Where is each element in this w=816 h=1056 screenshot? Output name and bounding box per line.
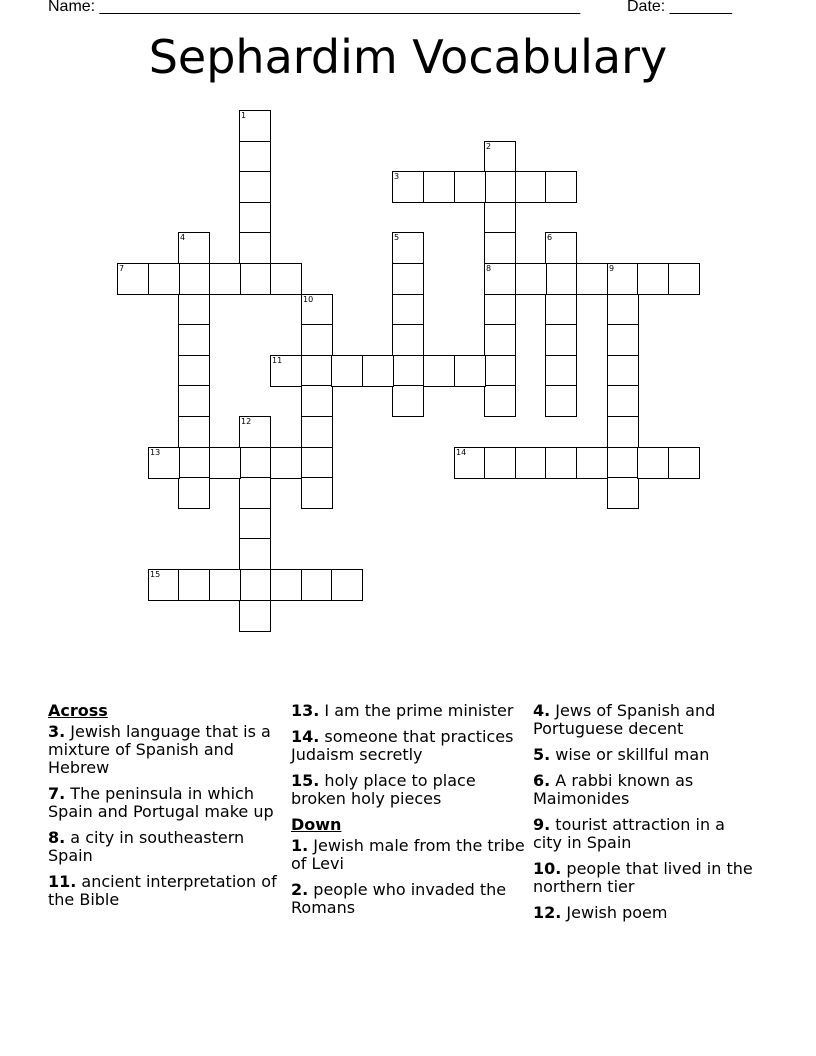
- grid-cell[interactable]: [607, 416, 639, 448]
- grid-cell[interactable]: [576, 263, 608, 295]
- grid-cell[interactable]: [239, 447, 271, 479]
- across-heading: Across: [48, 701, 108, 720]
- cell-number: 15: [150, 570, 161, 579]
- grid-cell[interactable]: [117, 263, 149, 295]
- grid-cell[interactable]: [178, 477, 210, 509]
- clue-column-2: [291, 702, 526, 925]
- grid-cell[interactable]: [239, 538, 271, 570]
- grid-cell[interactable]: [239, 569, 271, 601]
- cell-number: 12: [241, 417, 252, 426]
- grid-cell[interactable]: [239, 202, 271, 234]
- cell-number: 1: [241, 111, 247, 120]
- grid-cell[interactable]: [484, 324, 516, 356]
- cell-number: 10: [303, 295, 314, 304]
- clue-down-10: [533, 860, 753, 896]
- clue-number: 9.: [533, 815, 551, 834]
- grid-cell[interactable]: [607, 294, 639, 326]
- grid-cell[interactable]: [239, 171, 271, 203]
- grid-cell[interactable]: [148, 569, 180, 601]
- clue-number: 10.: [533, 859, 562, 878]
- grid-cell[interactable]: [209, 447, 241, 479]
- clue-text: Jews of Spanish and Portuguese decent: [533, 701, 716, 738]
- grid-cell[interactable]: [301, 447, 333, 479]
- clue-across-15: [291, 772, 526, 808]
- clue-number: 12.: [533, 903, 562, 922]
- cell-number: 4: [180, 233, 186, 242]
- grid-cell[interactable]: [239, 263, 271, 295]
- clue-number: 2.: [291, 880, 309, 899]
- grid-cell[interactable]: [423, 171, 455, 203]
- grid-cell[interactable]: [392, 385, 424, 417]
- down-heading: Down: [291, 815, 342, 834]
- clue-text: holy place to place broken holy pieces: [291, 771, 476, 808]
- clue-column-1: [48, 702, 286, 917]
- clue-text: someone that practices Judaism secretly: [291, 727, 514, 764]
- grid-cell[interactable]: [484, 232, 516, 264]
- grid-cell[interactable]: [178, 355, 210, 387]
- clue-across-11: [48, 873, 286, 909]
- grid-cell[interactable]: [607, 385, 639, 417]
- grid-cell[interactable]: [515, 171, 547, 203]
- grid-cell[interactable]: [484, 355, 516, 387]
- grid-cell[interactable]: [668, 263, 700, 295]
- clue-number: 14.: [291, 727, 320, 746]
- clue-number: 3.: [48, 722, 66, 741]
- grid-cell[interactable]: [545, 171, 577, 203]
- grid-cell[interactable]: [178, 294, 210, 326]
- grid-cell[interactable]: [301, 294, 333, 326]
- grid-cell[interactable]: [637, 447, 669, 479]
- clue-column-3: [533, 702, 753, 930]
- grid-cell[interactable]: [239, 110, 271, 142]
- grid-cell[interactable]: [607, 355, 639, 387]
- grid-cell[interactable]: [484, 263, 516, 295]
- grid-cell[interactable]: [301, 416, 333, 448]
- clue-text: wise or skillful man: [550, 745, 710, 764]
- grid-cell[interactable]: [637, 263, 669, 295]
- grid-cell[interactable]: [392, 355, 424, 387]
- grid-cell[interactable]: [607, 263, 639, 295]
- cell-number: 6: [547, 233, 553, 242]
- cell-number: 9: [609, 264, 615, 273]
- clue-down-2: [291, 881, 526, 917]
- clue-number: 7.: [48, 784, 66, 803]
- grid-cell[interactable]: [545, 294, 577, 326]
- clue-number: 15.: [291, 771, 320, 790]
- clue-text: I am the prime minister: [319, 701, 514, 720]
- cell-number: 3: [394, 172, 400, 181]
- clue-text: A rabbi known as Maimonides: [533, 771, 694, 808]
- grid-cell[interactable]: [545, 263, 577, 295]
- cell-number: 2: [486, 142, 492, 151]
- grid-cell[interactable]: [301, 477, 333, 509]
- clue-number: 13.: [291, 701, 320, 720]
- grid-cell[interactable]: [484, 202, 516, 234]
- grid-cell[interactable]: [178, 263, 210, 295]
- cell-number: 5: [394, 233, 400, 242]
- grid-cell[interactable]: [331, 355, 363, 387]
- grid-cell[interactable]: [392, 324, 424, 356]
- grid-cell[interactable]: [576, 447, 608, 479]
- clue-text: ancient interpretation of the Bible: [48, 872, 277, 909]
- clue-number: 5.: [533, 745, 551, 764]
- clue-across-14: [291, 728, 526, 764]
- grid-cell[interactable]: [178, 385, 210, 417]
- grid-cell[interactable]: [362, 355, 394, 387]
- clue-down-5: [533, 746, 753, 764]
- name-field[interactable]: Name: ______________________________________________________: [48, 0, 581, 15]
- grid-cell[interactable]: [239, 232, 271, 264]
- clue-down-6: [533, 772, 753, 808]
- grid-cell[interactable]: [484, 171, 516, 203]
- grid-cell[interactable]: [545, 232, 577, 264]
- grid-cell[interactable]: [545, 385, 577, 417]
- grid-cell[interactable]: [178, 232, 210, 264]
- grid-cell[interactable]: [545, 447, 577, 479]
- grid-cell[interactable]: [148, 447, 180, 479]
- clue-across-13: [291, 702, 526, 720]
- grid-cell[interactable]: [515, 447, 547, 479]
- grid-cell[interactable]: [331, 569, 363, 601]
- clue-down-1: [291, 837, 526, 873]
- clue-down-9: [533, 816, 753, 852]
- grid-cell[interactable]: [239, 141, 271, 173]
- clue-text: people that lived in the northern tier: [533, 859, 753, 896]
- grid-cell[interactable]: [178, 447, 210, 479]
- clue-text: a city in southeastern Spain: [48, 828, 245, 865]
- grid-cell[interactable]: [454, 447, 486, 479]
- grid-cell[interactable]: [454, 355, 486, 387]
- grid-cell[interactable]: [270, 263, 302, 295]
- clue-number: 6.: [533, 771, 551, 790]
- page-title: Sephardim Vocabulary: [148, 30, 668, 84]
- clue-text: Jewish poem: [561, 903, 668, 922]
- grid-cell[interactable]: [392, 294, 424, 326]
- grid-cell[interactable]: [239, 508, 271, 540]
- grid-cell[interactable]: [301, 385, 333, 417]
- grid-cell[interactable]: [545, 324, 577, 356]
- grid-cell[interactable]: [484, 141, 516, 173]
- cell-number: 11: [272, 356, 283, 365]
- grid-cell[interactable]: [484, 294, 516, 326]
- grid-cell[interactable]: [668, 447, 700, 479]
- grid-cell[interactable]: [178, 569, 210, 601]
- grid-cell[interactable]: [392, 232, 424, 264]
- grid-cell[interactable]: [607, 324, 639, 356]
- grid-cell[interactable]: [484, 385, 516, 417]
- clue-text: people who invaded the Romans: [291, 880, 507, 917]
- clue-text: Jewish language that is a mixture of Spanish and Hebrew: [48, 722, 271, 777]
- grid-cell[interactable]: [545, 355, 577, 387]
- cell-number: 8: [486, 264, 492, 273]
- clue-number: 4.: [533, 701, 551, 720]
- clue-down-12: [533, 904, 753, 922]
- grid-cell[interactable]: [301, 324, 333, 356]
- grid-cell[interactable]: [484, 447, 516, 479]
- grid-cell[interactable]: [301, 355, 333, 387]
- clue-across-3: [48, 723, 286, 777]
- clue-text: tourist attraction in a city in Spain: [533, 815, 725, 852]
- grid-cell[interactable]: [148, 263, 180, 295]
- clue-number: 8.: [48, 828, 66, 847]
- cell-number: 13: [150, 448, 161, 457]
- grid-cell[interactable]: [239, 416, 271, 448]
- date-field[interactable]: Date: _______: [627, 0, 732, 15]
- cell-number: 14: [456, 448, 467, 457]
- grid-cell[interactable]: [301, 569, 333, 601]
- grid-cell[interactable]: [209, 569, 241, 601]
- grid-cell[interactable]: [239, 600, 271, 632]
- grid-cell[interactable]: [239, 477, 271, 509]
- clue-text: The peninsula in which Spain and Portugal make up: [48, 784, 274, 821]
- grid-cell[interactable]: [270, 447, 302, 479]
- grid-cell[interactable]: [392, 171, 424, 203]
- clue-number: 11.: [48, 872, 77, 891]
- clue-across-8: [48, 829, 286, 865]
- grid-cell[interactable]: [607, 477, 639, 509]
- grid-cell[interactable]: [270, 569, 302, 601]
- grid-cell[interactable]: [392, 263, 424, 295]
- grid-cell[interactable]: [178, 324, 210, 356]
- grid-cell[interactable]: [178, 416, 210, 448]
- grid-cell[interactable]: [515, 263, 547, 295]
- cell-number: 7: [119, 264, 125, 273]
- grid-cell[interactable]: [270, 355, 302, 387]
- grid-cell[interactable]: [454, 171, 486, 203]
- clue-across-7: [48, 785, 286, 821]
- clue-text: Jewish male from the tribe of Levi: [291, 836, 525, 873]
- clue-down-4: [533, 702, 753, 738]
- grid-cell[interactable]: [209, 263, 241, 295]
- grid-cell[interactable]: [423, 355, 455, 387]
- clue-number: 1.: [291, 836, 309, 855]
- grid-cell[interactable]: [607, 447, 639, 479]
